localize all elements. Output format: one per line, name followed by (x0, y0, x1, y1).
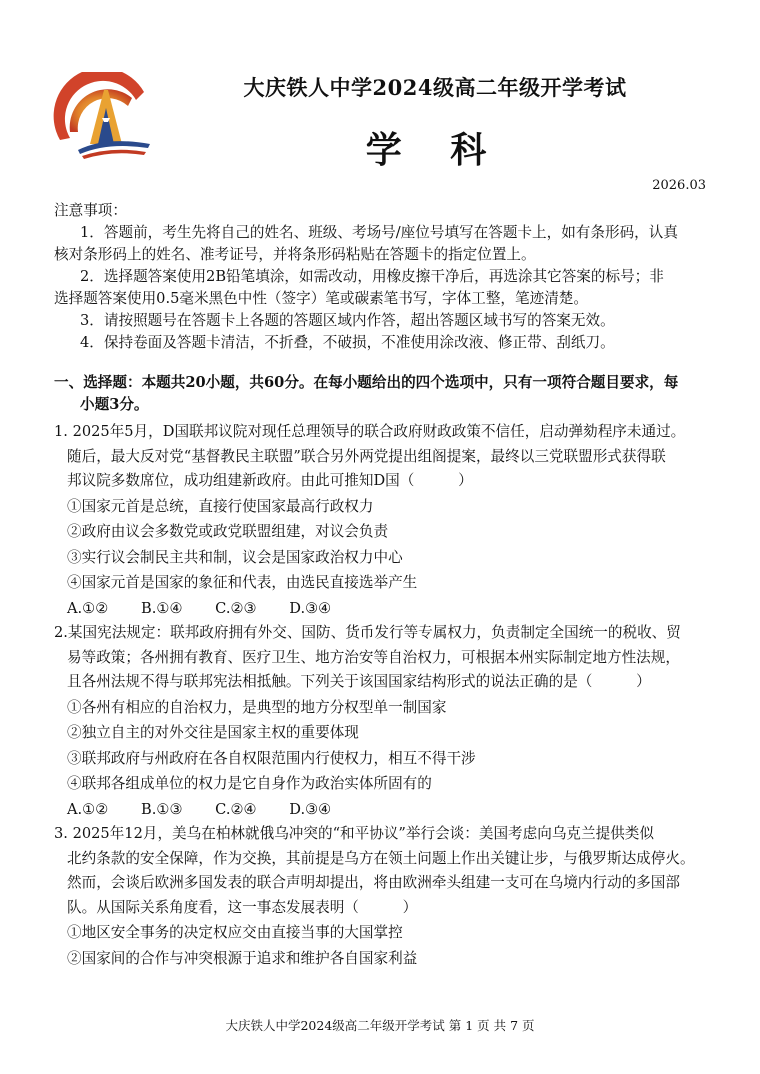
answer-choice-d: D.③④ (289, 599, 332, 617)
question-1-option: ④国家元首是国家的象征和代表，由选民直接选举产生 (67, 574, 418, 591)
question-3-option: ①地区安全事务的决定权应交由直接当事的大国掌控 (67, 924, 403, 941)
notice-line: 1．答题前，考生先将自己的姓名、班级、考场号/座位号填写在答题卡上，如有条形码，认真 (80, 224, 678, 241)
section-heading: 一、选择题：本题共20小题，共60分。在每小题给出的四个选项中，只有一项符合题目要求，每 (54, 374, 679, 391)
question-3-option: ②国家间的合作与冲突根源于追求和维护各自国家利益 (67, 949, 418, 967)
question-1-answers (54, 596, 710, 622)
question-3-stem: 3. 2025年12月，美乌在柏林就俄乌冲突的“和平协议”举行会谈：美国考虑向乌克兰提供类似 (54, 825, 654, 842)
question-1-stem: 1. 2025年5月，D国联邦议院对现任总理领导的联合政府财政政策不信任，启动弹劾程序未通过。 (54, 423, 686, 440)
notice-line: 4．保持卷面及答题卡清洁，不折叠，不破损，不准使用涂改液、修正带、刮纸刀。 (80, 334, 615, 351)
answer-choice-d: D.③④ (289, 800, 332, 818)
question-2-option: ②独立自主的对外交往是国家主权的重要体现 (67, 724, 359, 741)
question-1-stem: 随后，最大反对党“基督教民主联盟”联合另外两党提出组阁提案，最终以三党联盟形式获得联 (67, 447, 666, 465)
question-1-option: ①国家元首是总统，直接行使国家最高行政权力 (67, 497, 374, 515)
question-2-stem: 易等政策；各州拥有教育、医疗卫生、地方治安等自治权力，可根据本州实际制定地方性法规， (67, 648, 680, 666)
notice-line: 选择题答案使用0.5毫米黑色中性（签字）笔或碳素笔书写，字体工整，笔迹清楚。 (54, 290, 588, 307)
question-2-answers (54, 797, 710, 823)
exam-title: 大庆铁人中学2024级高二年级开学考试 (243, 75, 627, 100)
question-1-option: ②政府由议会多数党或政党联盟组建，对议会负责 (67, 523, 389, 540)
question-2-option: ③联邦政府与州政府在各自权限范围内行使权力，相互不得干涉 (67, 749, 476, 767)
page-footer: 大庆铁人中学2024级高二年级开学考试 第 1 页 共 7 页 (225, 1018, 535, 1033)
question-3-stem: 然而，会谈后欧洲多国发表的联合声明却提出，将由欧洲牵头组建一支可在乌境内行动的多国部 (67, 874, 680, 891)
section-heading-cont: 小题3分。 (80, 396, 149, 413)
question-3-stem: 队。从国际关系角度看，这一事态发展表明（ ） (67, 898, 418, 916)
answer-choice-c: C.②③ (215, 599, 257, 617)
exam-content (54, 200, 710, 971)
notice-heading: 注意事项： (54, 202, 127, 219)
answer-choice-b: B.①④ (141, 599, 183, 617)
exam-date: 2026.03 (652, 178, 706, 193)
answer-choice-a: A.①② (67, 800, 109, 818)
notice-line: 3．请按照题号在答题卡上各题的答题区域内作答，超出答题区域书写的答案无效。 (80, 312, 615, 329)
notice-line: 核对条形码上的姓名、准考证号，并将条形码粘贴在答题卡的指定位置上。 (54, 246, 536, 263)
question-2-stem: 2.某国宪法规定：联邦政府拥有外交、国防、货币发行等专属权力，负责制定全国统一的税收、贸 (54, 624, 681, 641)
answer-choice-b: B.①③ (141, 800, 183, 818)
question-2-stem: 且各州法规不得与联邦宪法相抵触。下列关于该国国家结构形式的说法正确的是（ ） (67, 673, 651, 690)
notice-line: 2．选择题答案使用2B铅笔填涂，如需改动，用橡皮擦干净后，再选涂其它答案的标号；非 (80, 268, 664, 285)
subject-title: 学 科 (365, 129, 505, 171)
answer-choice-c: C.②④ (215, 800, 257, 818)
question-3-stem: 北约条款的安全保障，作为交换，其前提是乌方在领土问题上作出关键让步，与俄罗斯达成停火。 (67, 849, 695, 867)
question-1-stem: 邦议院多数席位，成功组建新政府。由此可推知D国（ ） (67, 472, 473, 489)
question-2-option: ①各州有相应的自治权力，是典型的地方分权型单一制国家 (67, 698, 447, 716)
answer-choice-a: A.①② (67, 599, 109, 617)
question-1-option: ③实行议会制民主共和制，议会是国家政治权力中心 (67, 548, 403, 566)
question-2-option: ④联邦各组成单位的权力是它自身作为政治实体所固有的 (67, 775, 432, 792)
